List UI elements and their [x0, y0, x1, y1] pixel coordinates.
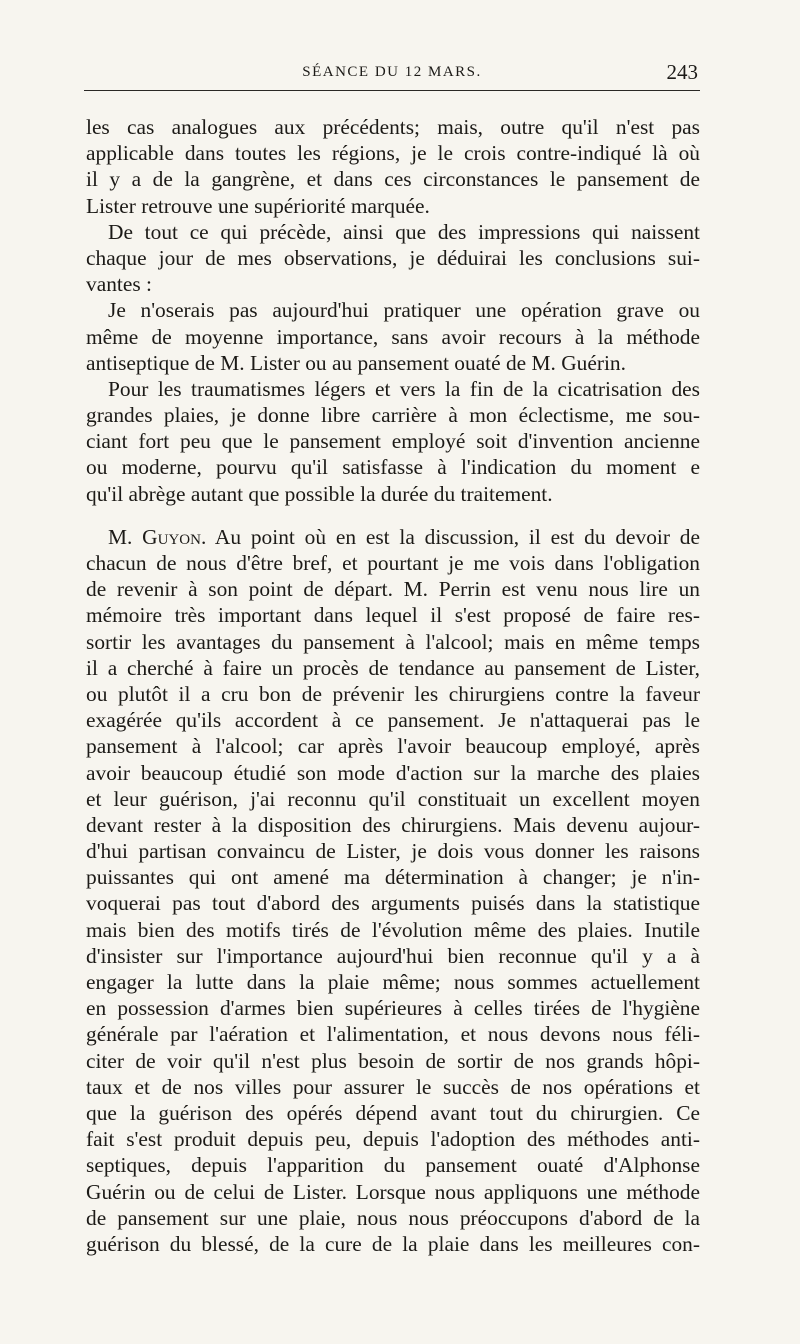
- speaker-name: Guyon: [142, 524, 201, 549]
- text-line: mémoire très important dans lequel il s'est proposé de faire res-: [86, 603, 700, 628]
- text-line: même de moyenne importance, sans avoir recours à la méthode: [86, 324, 700, 349]
- text-line: chacun de nous d'être bref, et pourtant je me vois dans l'obligation: [86, 551, 700, 575]
- text-line: devant rester à la disposition des chirurgiens. Mais devenu aujour-: [86, 812, 700, 837]
- text-line: chaque jour de mes observations, je déduirai les conclusions sui-: [86, 245, 700, 270]
- speech-first-line-text: . Au point où en est la discussion, il est du devoir de: [200, 524, 700, 549]
- text-line: générale par l'aération et l'alimentation, et nous devons nous féli-: [86, 1022, 700, 1047]
- text-line: vantes :: [86, 272, 152, 297]
- text-line: ou moderne, pourvu qu'il satisfasse à l'indication du moment e: [86, 455, 700, 480]
- page-header: [84, 60, 700, 91]
- text-line: et leur guérison, j'ai reconnu qu'il constituait un excellent moyen: [86, 786, 700, 811]
- section-gap: [86, 507, 700, 524]
- text-line: grandes plaies, je donne libre carrière à mon éclectisme, me sou-: [86, 403, 700, 428]
- speech-first-line: [86, 524, 700, 550]
- text-line: de revenir à son point de départ. M. Perrin est venu nous lire un: [86, 577, 700, 602]
- text-line: qu'il abrège autant que possible la durée du traitement.: [86, 481, 553, 506]
- text-line: engager la lutte dans la plaie même; nous sommes actuellement: [86, 970, 700, 994]
- text-line: Guérin ou de celui de Lister. Lorsque nous appliquons une méthode: [86, 1179, 700, 1204]
- text-line: guérison du blessé, de la cure de la plaie dans les meilleures con-: [86, 1231, 700, 1256]
- text-line: ou plutôt il a cru bon de prévenir les chirurgiens contre la faveur: [86, 681, 700, 706]
- text-line: il a cherché à faire un procès de tendance au pansement de Lister,: [86, 655, 700, 680]
- text-line: De tout ce qui précède, ainsi que des impressions qui naissent: [108, 219, 700, 244]
- text-line: les cas analogues aux précédents; mais, outre qu'il n'est pas: [86, 115, 700, 139]
- text-line: taux et de nos villes pour assurer le succès de nos opérations et: [86, 1074, 700, 1099]
- body-text: [86, 114, 700, 1257]
- text-line: d'hui partisan convaincu de Lister, je dois vous donner les raisons: [86, 839, 700, 864]
- text-line: applicable dans toutes les régions, je le crois contre-indiqué là où: [86, 141, 700, 166]
- text-line: d'insister sur l'importance aujourd'hui bien reconnue qu'il y a à: [86, 943, 700, 968]
- text-line: ciant fort peu que le pansement employé soit d'invention ancienne: [86, 429, 700, 454]
- text-line: en possession d'armes bien supérieures à celles tirées de l'hygiène: [86, 996, 700, 1021]
- text-line: voquerai pas tout d'abord des arguments puisés dans la statistique: [86, 891, 700, 916]
- text-line: Je n'oserais pas aujourd'hui pratiquer une opération grave ou: [108, 298, 700, 323]
- text-line: de pansement sur une plaie, nous nous préoccupons d'abord de la: [86, 1205, 700, 1230]
- running-head: SÉANCE DU 12 MARS.: [302, 64, 482, 80]
- speaker-prefix: M.: [108, 524, 143, 549]
- text-line: il y a de la gangrène, et dans ces circonstances le pansement de: [86, 167, 700, 192]
- text-line: exagérée qu'ils accordent à ce pansement. Je n'attaquerai pas le: [86, 708, 700, 733]
- text-line: pansement à l'alcool; car après l'avoir beaucoup employé, après: [86, 734, 700, 759]
- text-line: que la guérison des opérés dépend avant tout du chirurgien. Ce: [86, 1100, 700, 1125]
- text-line: citer de voir qu'il n'est plus besoin de sortir de nos grands hôpi-: [86, 1048, 700, 1073]
- text-line: mais bien des motifs tirés de l'évolution même des plaies. Inutile: [86, 917, 700, 942]
- text-line: Lister retrouve une supériorité marquée.: [86, 193, 430, 218]
- text-line: septiques, depuis l'apparition du pansement ouaté d'Alphonse: [86, 1153, 700, 1178]
- page-number: 243: [666, 60, 698, 84]
- text-line: sortir les avantages du pansement à l'alcool; mais en même temps: [86, 629, 700, 654]
- text-line: avoir beaucoup étudié son mode d'action sur la marche des plaies: [86, 760, 700, 785]
- text-line: antiseptique de M. Lister ou au pansement ouaté de M. Guérin.: [86, 350, 626, 375]
- text-line: fait s'est produit depuis peu, depuis l'adoption des méthodes anti-: [86, 1127, 700, 1152]
- text-line: Pour les traumatismes légers et vers la fin de la cicatrisation des: [108, 376, 700, 401]
- text-line: puissantes qui ont amené ma détermination à changer; je n'in-: [86, 865, 700, 890]
